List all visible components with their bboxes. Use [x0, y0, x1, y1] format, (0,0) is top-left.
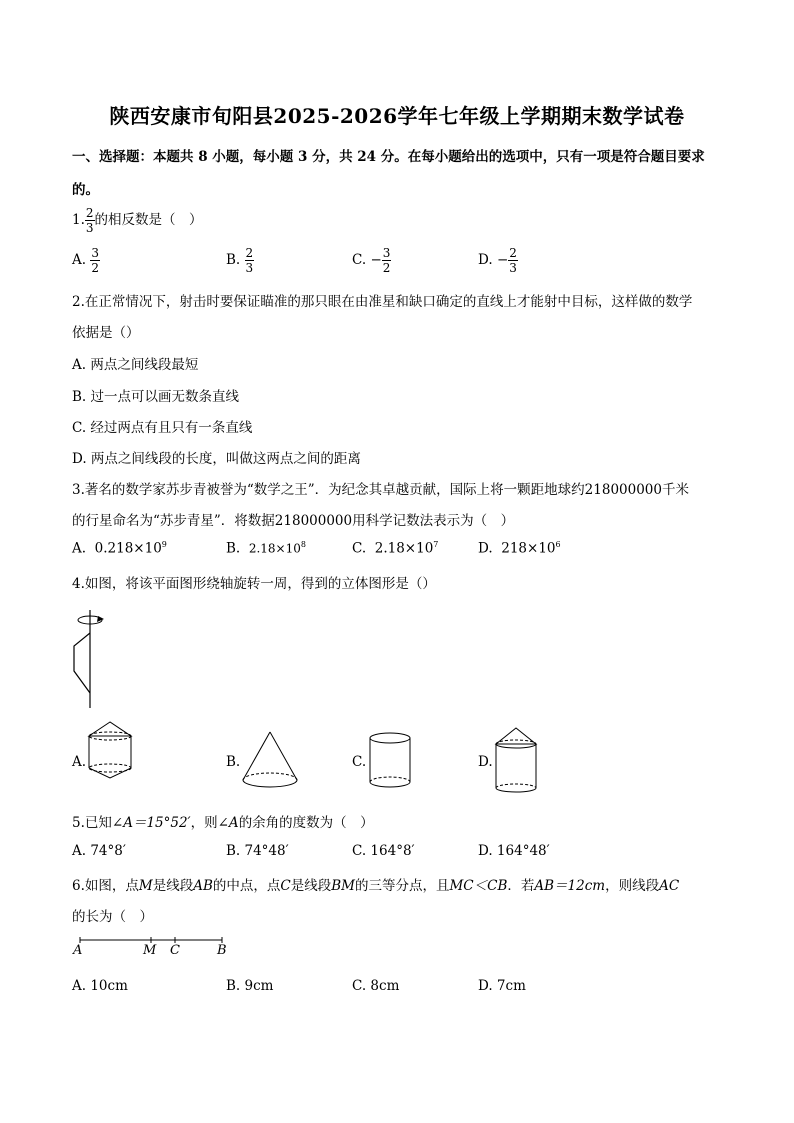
q6-option-b[interactable]: B. 9cm: [226, 978, 274, 994]
question-3-line1: 3.著名的数学家苏步青被誉为“数学之王”．为纪念其卓越贡献，国际上将一颗距地球约218000000千米: [72, 482, 689, 498]
rotation-figure: [60, 608, 120, 713]
q3-option-d[interactable]: D. $218\times 10^6$: [478, 540, 561, 557]
question-6-line2: 的长为（ ）: [72, 909, 153, 925]
q2-option-c[interactable]: C. 经过两点有且只有一条直线: [72, 420, 253, 436]
q5-option-c[interactable]: C. 164°8′: [352, 843, 415, 859]
q5-option-a[interactable]: A. 74°8′: [72, 843, 126, 859]
q6-option-a[interactable]: A. 10cm: [72, 978, 128, 994]
fraction: $\frac{2}{3}$: [85, 206, 94, 235]
question-number: 1.: [72, 212, 85, 228]
q2-option-a[interactable]: A. 两点之间线段最短: [72, 357, 199, 373]
q4-option-d-shape[interactable]: [492, 726, 542, 796]
q4-option-a-label[interactable]: A.: [72, 754, 87, 770]
q1-option-d[interactable]: D. − $\frac{2}{3}$: [478, 246, 517, 275]
q3-option-a[interactable]: A. $0.218\times 10^9$: [72, 540, 167, 557]
q4-option-c-label[interactable]: C.: [352, 754, 367, 770]
q5-option-d[interactable]: D. 164°48′: [478, 843, 550, 859]
q1-option-a[interactable]: A. $\frac{3}{2}$: [72, 246, 99, 275]
q4-option-d-label[interactable]: D.: [478, 754, 493, 770]
q5-option-b[interactable]: B. 74°48′: [226, 843, 289, 859]
q4-option-b-shape[interactable]: [240, 730, 300, 792]
question-4: 4.如图，将该平面图形绕轴旋转一周，得到的立体图形是（）: [72, 576, 436, 592]
q2-option-b[interactable]: B. 过一点可以画无数条直线: [72, 389, 240, 405]
q4-option-b-label[interactable]: B.: [226, 754, 241, 770]
q1-option-c[interactable]: C. − $\frac{3}{2}$: [352, 246, 391, 275]
q4-option-a-shape[interactable]: [84, 718, 140, 782]
point-label-m: M: [143, 943, 157, 958]
q3-option-c[interactable]: C. $2.18\times 10^7$: [352, 540, 439, 557]
q6-option-d[interactable]: D. 7cm: [478, 978, 526, 994]
question-6-line1: 6.如图，点M是线段AB的中点，点C是线段BM的三等分点，且MC＜CB．若AB＝12cm，则线段AC: [72, 878, 680, 894]
q1-option-b[interactable]: B. $\frac{2}{3}$: [226, 246, 254, 275]
question-5: 5.已知∠A＝15°52′，则∠A的余角的度数为（ ）: [72, 815, 374, 831]
q6-option-c[interactable]: C. 8cm: [352, 978, 400, 994]
question-2-line2: 依据是（）: [72, 325, 140, 341]
q3-option-b[interactable]: B. $2.18\times 10^8$: [226, 540, 306, 557]
page-title: 陕西安康市旬阳县2025-2026学年七年级上学期期末数学试卷: [109, 104, 685, 128]
point-label-b: B: [217, 943, 227, 958]
question-1: [72, 206, 203, 235]
question-2-line1: 2.在正常情况下，射击时要保证瞄准的那只眼在由准星和缺口确定的直线上才能射中目标，这样做的数学: [72, 294, 693, 310]
section-heading-line2: 的。: [72, 182, 99, 198]
point-label-c: C: [170, 943, 180, 958]
question-text: 的相反数是（ ）: [94, 212, 203, 228]
q4-option-c-shape[interactable]: [366, 730, 416, 792]
question-3-line2: 的行星命名为“苏步青星”．将数据218000000用科学记数法表示为（ ）: [72, 513, 515, 529]
section-heading-line1: 一、选择题：本题共 8 小题，每小题 3 分，共 24 分。在每小题给出的选项中，只有一项是符合题目要求: [72, 149, 705, 165]
point-label-a: A: [73, 943, 83, 958]
angle-expression: ∠A＝15°52′: [111, 815, 191, 831]
q2-option-d[interactable]: D. 两点之间线段的长度，叫做这两点之间的距离: [72, 451, 361, 467]
